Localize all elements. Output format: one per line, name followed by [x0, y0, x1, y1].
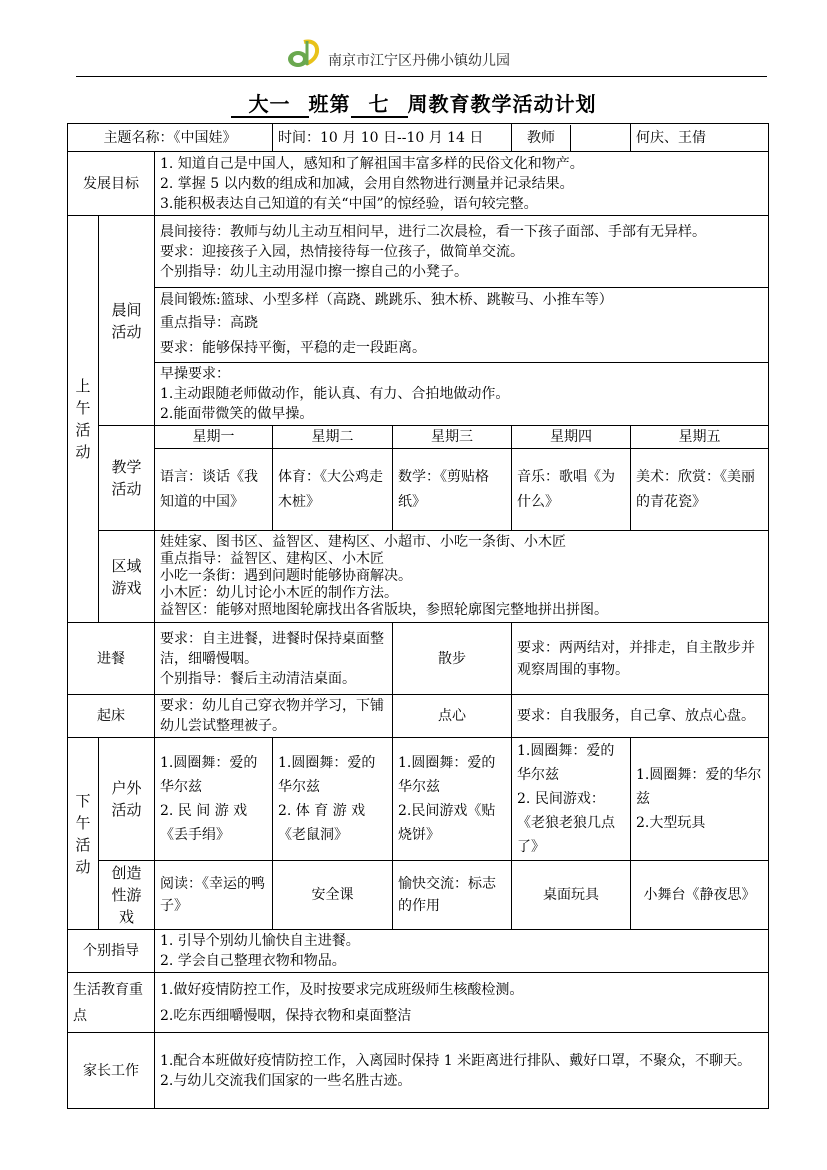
life-label: 生活教育重 点: [68, 973, 155, 1033]
morning-reception: 晨间接待：教师与幼儿主动互相问早，进行二次晨检，看一下孩子面部、手部有无异样。 要求：迎接孩子入园，热情接待每一位孩子，做简单交流。 个别指导：幼儿主动用湿巾擦一擦自己的小凳子。: [155, 216, 769, 288]
creative-item: 桌面玩具: [512, 861, 631, 930]
snack-label: 点心: [393, 695, 512, 738]
class-name: 大一: [231, 92, 309, 118]
parents-row: [68, 1033, 769, 1109]
walk-label: 散步: [393, 623, 512, 695]
individual-content: 1. 引导个别幼儿愉快自主进餐。 2. 学会自己整理衣物和物品。: [155, 930, 769, 973]
title-suffix: 周教育教学活动计划: [407, 92, 597, 116]
morning-exercise: 晨间锻炼:篮球、小型多样（高跷、跳跳乐、独木桥、跳鞍马、小推车等） 重点指导：高跷 要求：能够保持平衡，平稳的走一段距离。: [155, 288, 769, 363]
teacher-names: 何庆、王倩: [631, 124, 769, 152]
area-row: [68, 531, 769, 623]
creative-item: 小舞台《静夜思》: [631, 861, 769, 930]
snack-content: 要求：自我服务，自己拿、放点心盘。: [512, 695, 769, 738]
teaching-item: 数学：《剪贴格纸》: [393, 449, 512, 531]
reception-row: [68, 216, 769, 288]
outdoor-item: 1.圆圈舞：爱的华尔兹 2.大型玩具: [631, 738, 769, 861]
teaching-row: [68, 449, 769, 531]
exercise-row: [68, 288, 769, 363]
parents-label: 家长工作: [68, 1033, 155, 1109]
meal-content: 要求：自主进餐，进餐时保持桌面整洁，细嚼慢咽。 个别指导：餐后主动清洁桌面。: [155, 623, 393, 695]
morning-activity-label: 晨间活动: [99, 216, 155, 426]
morning-section-label: 上午活动: [68, 216, 99, 623]
area-content: 娃娃家、图书区、益智区、建构区、小超市、小吃一条街、小木匠 重点指导：益智区、建构区、小木匠 小吃一条街：遇到问题时能够协商解决。 小木匠：幼儿讨论小木匠的制作方法。 益智区：能够对照地图轮廓找出各省版块，参照轮廓图完整地拼出拼图。: [155, 531, 769, 623]
creative-item: 阅读：《幸运的鸭子》: [155, 861, 273, 930]
goals-row: [68, 152, 769, 216]
drill-row: [68, 363, 769, 426]
week-number: 七: [351, 92, 408, 118]
teaching-item: 美术：欣赏：《美丽的青花瓷》: [631, 449, 769, 531]
outdoor-row: [68, 738, 769, 861]
creative-item: 愉快交流：标志的作用: [393, 861, 512, 930]
weekday-header-row: [68, 426, 769, 449]
page-title: [0, 88, 827, 118]
teaching-item: 音乐：歌唱《为什么》: [512, 449, 631, 531]
outdoor-item: 1.圆圈舞：爱的华尔兹 2. 民间游戏：《老狼老狼几点了》: [512, 738, 631, 861]
life-content: 1.做好疫情防控工作，及时按要求完成班级师生核酸检测。 2.吃东西细嚼慢咽，保持衣物和桌面整洁: [155, 973, 769, 1033]
theme-cell: 主题名称：《中国娃》: [68, 124, 273, 152]
life-row: [68, 973, 769, 1033]
goal-item: 1. 知道自己是中国人，感知和了解祖国丰富多样的民俗文化和物产。: [160, 155, 584, 172]
creative-label: 创造性游戏: [99, 861, 155, 930]
afternoon-section-label: 下午活动: [68, 738, 99, 930]
wake-label: 起床: [68, 695, 155, 738]
creative-item: 安全课: [273, 861, 393, 930]
weekday-header: 星期五: [631, 426, 769, 449]
morning-drill: 早操要求： 1.主动跟随老师做动作，能认真、有力、合拍地做动作。 2.能面带微笑的做早操。: [155, 363, 769, 426]
area-label: 区域游戏: [99, 531, 155, 623]
goal-item: 3.能积极表达自己知道的有关“中国”的惊经验，语句较完整。: [160, 195, 538, 212]
parents-content: 1.配合本班做好疫情防控工作，入离园时保持 1 米距离进行排队、戴好口罩，不聚众，不聊天。 2.与幼儿交流我们国家的一些名胜古迹。: [155, 1033, 769, 1109]
wake-row: [68, 695, 769, 738]
goal-item: 2. 掌握 5 以内数的组成和加减，会用自然物进行测量并记录结果。: [160, 175, 574, 192]
creative-row: [68, 861, 769, 930]
outdoor-label: 户外活动: [99, 738, 155, 861]
teaching-item: 体育：《大公鸡走木桩》: [273, 449, 393, 531]
meal-row: [68, 623, 769, 695]
goals-label: 发展目标: [68, 152, 155, 216]
walk-content: 要求：两两结对，并排走，自主散步并观察周围的事物。: [512, 623, 769, 695]
outdoor-item: 1.圆圈舞：爱的华尔兹 2. 体 育 游 戏《老鼠洞》: [273, 738, 393, 861]
page-header: [76, 36, 767, 77]
title-mid: 班第: [308, 92, 351, 116]
wake-content: 要求：幼儿自己穿衣物并学习，下铺幼儿尝试整理被子。: [155, 695, 393, 738]
school-name: 南京市江宁区丹佛小镇幼儿园: [328, 53, 510, 69]
teaching-item: 语言：谈话《我知道的中国》: [155, 449, 273, 531]
outdoor-item: 1.圆圈舞：爱的华尔兹 2.民间游戏《贴烧饼》: [393, 738, 512, 861]
activity-plan-table: [67, 123, 769, 1109]
teacher-label: 教师: [512, 125, 571, 151]
weekday-header: 星期四: [512, 426, 631, 449]
individual-label: 个别指导: [68, 930, 155, 973]
time-cell: 时间：10 月 10 日--10 月 14 日: [273, 124, 512, 152]
outdoor-item: 1.圆圈舞：爱的华尔兹 2. 民 间 游 戏《丢手绢》: [155, 738, 273, 861]
individual-row: [68, 930, 769, 973]
goals-content: [155, 152, 769, 216]
meal-label: 进餐: [68, 623, 155, 695]
teaching-label: 教学活动: [99, 426, 155, 531]
kindergarten-logo-icon: [287, 38, 321, 70]
weekday-header: 星期二: [273, 426, 393, 449]
weekday-header: 星期三: [393, 426, 512, 449]
weekday-header: 星期一: [155, 426, 273, 449]
info-row: [68, 124, 769, 152]
